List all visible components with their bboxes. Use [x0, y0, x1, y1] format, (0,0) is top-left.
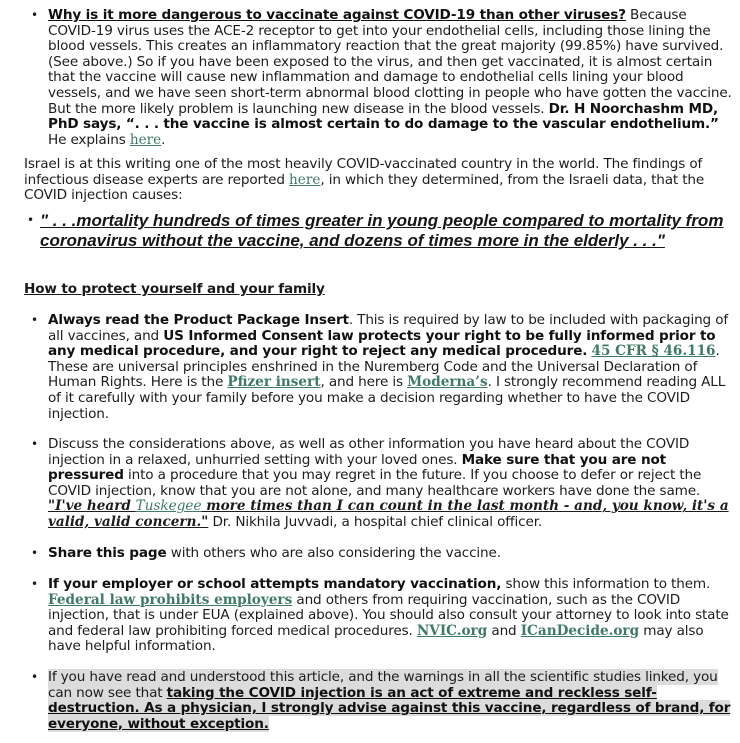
federal-law-link[interactable]: Federal law prohibits employers	[48, 591, 293, 608]
israel-quote-item	[0, 211, 740, 251]
discuss-text: Discuss the considerations above, as well as other information you have heard about the COVID injection in a relaxed, unhurried setting with your loved ones.	[48, 436, 690, 468]
bullet-icon: •	[31, 577, 38, 591]
protect-list-share	[0, 546, 740, 562]
explanation-text: Because COVID-19 virus uses the ACE-2 receptor to get into your endothelial cells, including those lining the blood vessels. This creates an inflammatory reaction that the great majority (99.85%) have survived. (See above.) So if you have been exposed to the virus, and then get vaccinated, it is almost certain that the vaccine will cause new inflammation and damage to endothelial cells lining your blood vessels, and we have seen short-term abnormal blood clotting in people who have gotten the vaccine. But the more likely problem is launching new disease in the blood vessels.	[48, 7, 732, 117]
icandecide-link[interactable]: ICanDecide.org	[520, 622, 640, 639]
bullet-icon: •	[31, 670, 38, 684]
protect-list-employer	[0, 577, 740, 655]
bullet-icon: •	[31, 437, 38, 451]
informed-consent-bold: US Informed Consent law protects your right to be fully informed prior to any medical procedure, and your right to reject any medical procedure.	[48, 327, 716, 360]
bullet-icon: •	[27, 213, 34, 227]
list-item-conclusion	[0, 670, 740, 732]
bullet-icon: •	[31, 313, 38, 327]
conclusion-warning-bold: taking the COVID injection is an act of extreme and reckless self-destruction. As a physician, I strongly advise against this vaccine, regardless of brand, for everyone, without exception.	[48, 684, 731, 732]
israel-quote-list	[0, 211, 740, 251]
regret-text: into a procedure that you may regret in the future. If you choose to defer or reject the COVID injection, know that you are not alone, and many healthcare workers have done the same.	[48, 467, 702, 499]
eua-text: and others from requiring vaccination, such as the COVID injection, that is under EUA (explained above). You should also consult your attorney to look into state and federal law prohibiting forced medical procedures.	[48, 591, 729, 639]
tuskegee-quote-open: "I've heard	[48, 498, 136, 515]
explains-text: He explains	[48, 131, 130, 148]
bullet-icon: •	[31, 8, 38, 22]
israel-text-1: Israel is at this writing one of the most heavily COVID-vaccinated country in the world. The findings of infectious disease experts are reported	[24, 156, 703, 188]
pfizer-insert-link[interactable]: Pfizer insert	[227, 374, 321, 391]
share-page-bold: Share this page	[48, 545, 167, 561]
israel-text-2: , in which they determined, from the Israeli data, that the COVID injection causes:	[24, 171, 705, 204]
not-pressured-bold: Make sure that you are not pressured	[48, 451, 667, 484]
protect-heading: How to protect yourself and your family	[24, 281, 325, 297]
cfr-link[interactable]: 45 CFR § 46.116	[591, 343, 716, 360]
recommend-text: . I strongly recommend reading ALL of it carefully with your family before you make a decision regarding whether to have the COVID injection.	[48, 374, 726, 422]
bullet-icon: •	[31, 546, 38, 560]
here-link-israel[interactable]: here	[289, 171, 321, 188]
nvic-link[interactable]: NVIC.org	[416, 622, 488, 639]
mortality-quote: " . . .mortality hundreds of times greater in young people compared to mortality from coronavirus without the vaccine, and dozens of times more in the elderly . . ."	[40, 211, 724, 250]
share-text: with others who are also considering the vaccine.	[166, 545, 501, 561]
show-info-text: show this information to them.	[501, 576, 711, 592]
and-here-text: , and here is	[320, 374, 408, 391]
moderna-link[interactable]: Moderna’s	[407, 374, 488, 391]
dangerous-vaccination-list	[0, 8, 740, 148]
protect-list-conclusion	[0, 670, 740, 732]
list-item-package-insert	[0, 313, 740, 422]
nuremberg-text: . These are universal principles enshrined in the Nuremberg Code and the Universal Declaration of Human Rights. Here is the	[48, 343, 720, 391]
israel-paragraph	[0, 157, 740, 204]
tuskegee-link[interactable]: Tuskegee	[135, 498, 202, 515]
package-insert-bold: Always read the Product Package Insert	[48, 312, 349, 328]
list-item-share	[0, 546, 740, 562]
protect-list	[0, 313, 740, 422]
juvvadi-attribution: Dr. Nikhila Juvvadi, a hospital chief clinical officer.	[208, 513, 543, 530]
doctor-quote: Dr. H Noorchashm MD, PhD says, “. . . the vaccine is almost certain to do damage to the vascular endothelium.”	[48, 100, 719, 133]
employer-bold: If your employer or school attempts mandatory vaccination,	[48, 576, 502, 592]
question-heading: Why is it more dangerous to vaccinate against COVID-19 than other viruses?	[48, 7, 626, 23]
protect-list-discuss	[0, 437, 740, 531]
conclusion-text: If you have read and understood this article, and the warnings in all the scientific studies linked, you can now see that	[48, 669, 718, 701]
and-text: and	[487, 622, 521, 639]
tuskegee-quote-rest: more times than I can count in the last month - and, you know, it's a valid, valid concern."	[48, 498, 729, 530]
helpful-info-text: may also have helpful information.	[48, 622, 704, 655]
package-insert-text: . This is required by law to be included with packaging of all vaccines, and	[48, 312, 728, 344]
here-link-noorchashm[interactable]: here	[129, 131, 162, 148]
list-item-why-dangerous	[0, 8, 740, 148]
list-item-discuss	[0, 437, 740, 531]
list-item-employer	[0, 577, 740, 655]
period-text: .	[161, 131, 166, 148]
